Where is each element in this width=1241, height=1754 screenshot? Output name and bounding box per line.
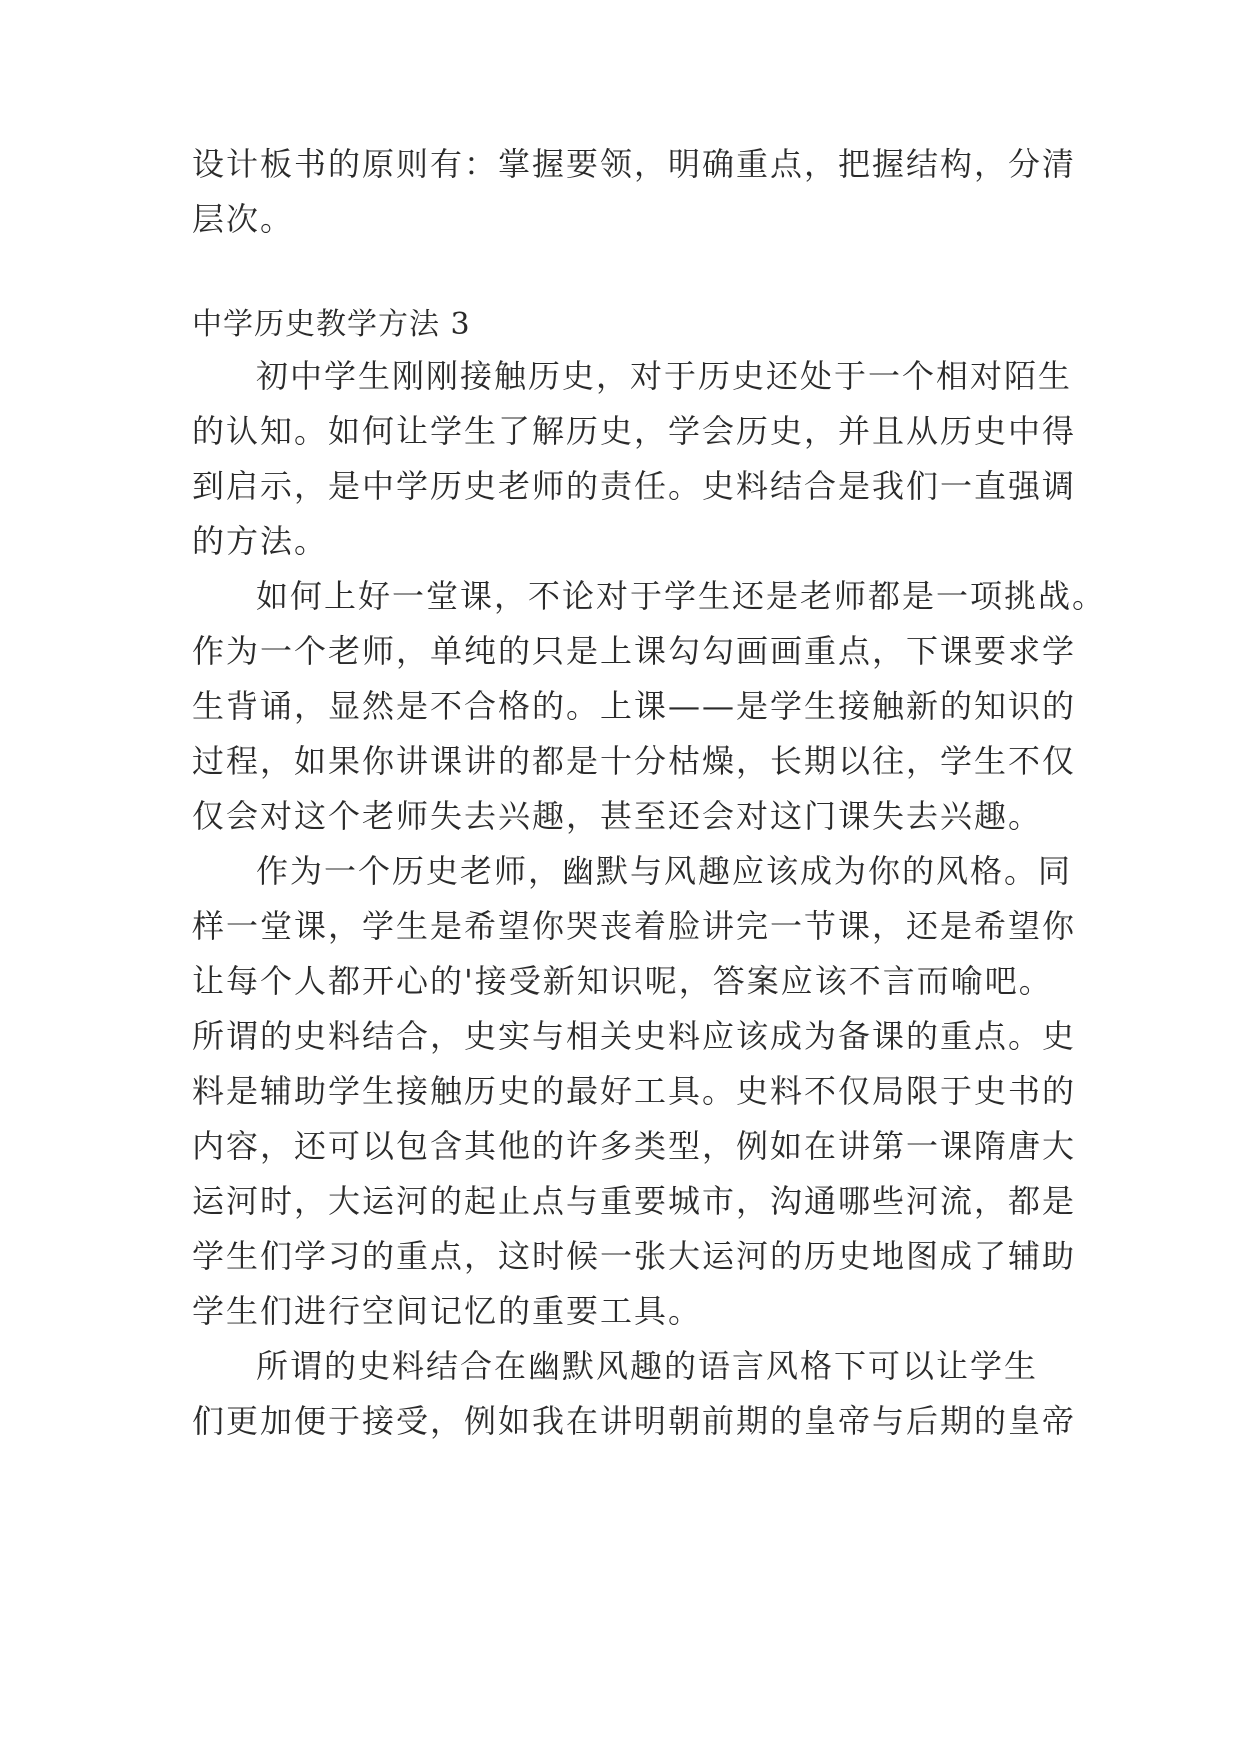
paragraph-3-line-6: 内容，还可以包含其他的许多类型，例如在讲第一课隋唐大 <box>192 1127 1077 1165</box>
intro-line-2: 层次。 <box>192 200 295 238</box>
paragraph-1-line-2: 的认知。如何让学生了解历史，学会历史，并且从历史中得 <box>192 412 1077 450</box>
paragraph-3-line-3: 让每个人都开心的'接受新知识呢，答案应该不言而喻吧。 <box>192 962 1053 1000</box>
paragraph-3-line-2: 样一堂课，学生是希望你哭丧着脸讲完一节课，还是希望你 <box>192 907 1077 945</box>
paragraph-3-line-9: 学生们进行空间记忆的重要工具。 <box>192 1292 703 1330</box>
paragraph-2-line-1: 如何上好一堂课，不论对于学生还是老师都是一项挑战。 <box>256 577 1107 615</box>
paragraph-1-line-3: 到启示，是中学历史老师的责任。史料结合是我们一直强调 <box>192 467 1077 505</box>
paragraph-4-line-1: 所谓的史料结合在幽默风趣的语言风格下可以让学生 <box>256 1347 1039 1385</box>
section-title: 中学历史教学方法 3 <box>192 307 471 342</box>
intro-line-1: 设计板书的原则有：掌握要领，明确重点，把握结构，分清 <box>192 145 1077 183</box>
paragraph-1-line-1: 初中学生刚刚接触历史，对于历史还处于一个相对陌生 <box>256 357 1073 395</box>
paragraph-3-line-4: 所谓的史料结合，史实与相关史料应该成为备课的重点。史 <box>192 1017 1077 1055</box>
paragraph-3-line-1: 作为一个历史老师，幽默与风趣应该成为你的风格。同 <box>256 852 1073 890</box>
paragraph-2-line-4: 过程，如果你讲课讲的都是十分枯燥，长期以往，学生不仅 <box>192 742 1077 780</box>
paragraph-1-line-4: 的方法。 <box>192 522 329 560</box>
paragraph-2-line-3: 生背诵，显然是不合格的。上课——是学生接触新的知识的 <box>192 687 1077 725</box>
paragraph-2-line-5: 仅会对这个老师失去兴趣，甚至还会对这门课失去兴趣。 <box>192 797 1043 835</box>
paragraph-3-line-8: 学生们学习的重点，这时候一张大运河的历史地图成了辅助 <box>192 1237 1077 1275</box>
paragraph-4-line-2: 们更加便于接受，例如我在讲明朝前期的皇帝与后期的皇帝 <box>192 1402 1077 1440</box>
paragraph-2-line-2: 作为一个老师，单纯的只是上课勾勾画画重点，下课要求学 <box>192 632 1077 670</box>
paragraph-3-line-5: 料是辅助学生接触历史的最好工具。史料不仅局限于史书的 <box>192 1072 1077 1110</box>
paragraph-3-line-7: 运河时，大运河的起止点与重要城市，沟通哪些河流，都是 <box>192 1182 1077 1220</box>
